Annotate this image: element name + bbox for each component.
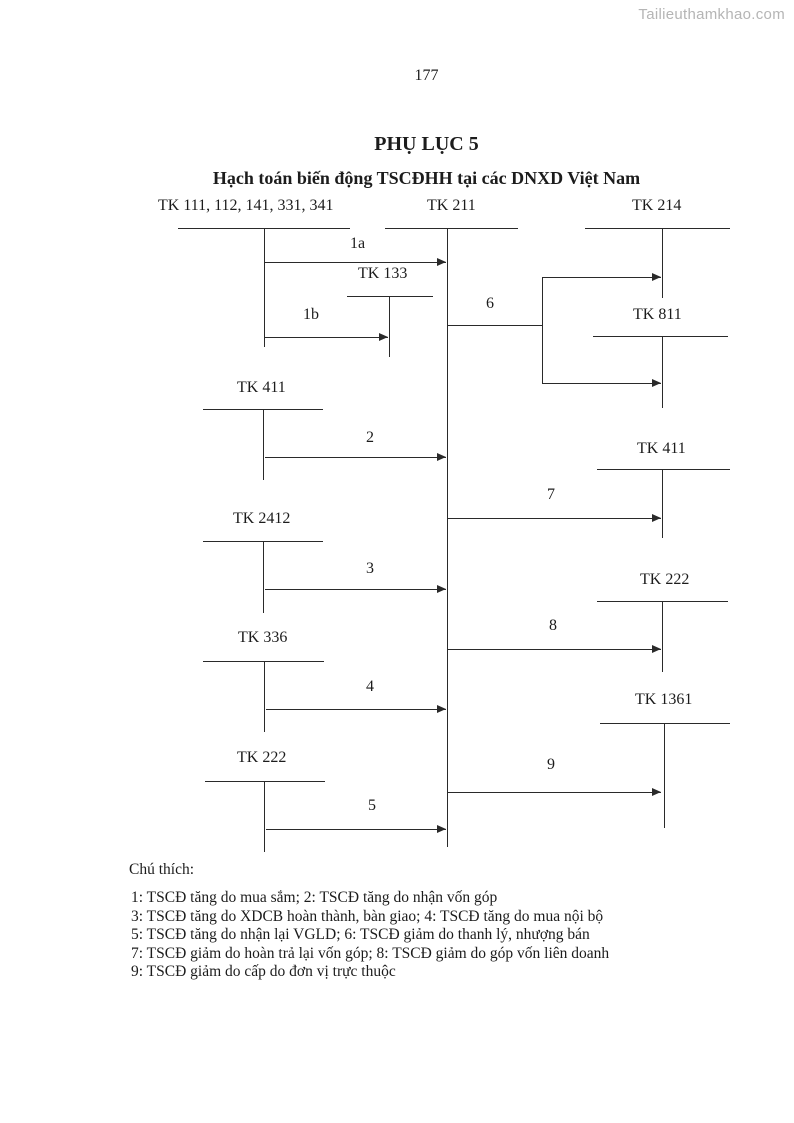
taccount-stem-tk336: [264, 661, 265, 732]
legend-line: 7: TSCĐ giảm do hoàn trả lại vốn góp; 8: TSCĐ giảm do góp vốn liên doanh: [131, 944, 610, 962]
flow-arrow-1a: [265, 262, 446, 263]
flow-label-3: 3: [366, 560, 374, 577]
account-label-tk411-left: TK 411: [237, 379, 286, 396]
flow-6-branch-line: [542, 277, 543, 384]
taccount-stem-tk222-right: [662, 601, 663, 672]
account-label-tk336: TK 336: [238, 629, 288, 646]
flow-arrow-2: [265, 457, 446, 458]
account-label-tk1361: TK 1361: [635, 691, 693, 708]
appendix-title: PHỤ LỤC 5: [374, 133, 479, 155]
flow-label-7: 7: [547, 486, 555, 503]
taccount-stem-tk411-left: [263, 409, 264, 480]
account-label-tk2412: TK 2412: [233, 510, 291, 527]
taccount-stem-tk222-left: [264, 781, 265, 852]
account-label-tk214: TK 214: [632, 197, 682, 214]
diagram-title: Hạch toán biến động TSCĐHH tại các DNXD Việt Nam: [212, 168, 641, 188]
taccount-topline-tk1361: [600, 723, 730, 724]
legend-line: 5: TSCĐ tăng do nhận lại VGLD; 6: TSCĐ giảm do thanh lý, nhượng bán: [131, 926, 590, 944]
taccount-stem-tk2412: [263, 541, 264, 613]
flow-label-1a: 1a: [350, 235, 366, 252]
flow-arrow-7: [448, 518, 661, 519]
legend-line: 9: TSCĐ giảm do cấp do đơn vị trực thuộc: [131, 963, 396, 981]
account-label-tk133: TK 133: [358, 265, 408, 282]
taccount-stem-cash: [264, 228, 265, 347]
flow-arrow-6-to-tk811: [542, 383, 661, 384]
account-label-tk211: TK 211: [427, 197, 476, 214]
flow-arrow-6-to-tk214: [542, 277, 661, 278]
account-label-tk811: TK 811: [633, 306, 682, 323]
flow-label-5: 5: [368, 797, 376, 814]
flow-6-stub-line: [448, 325, 542, 326]
account-label-cash: TK 111, 112, 141, 331, 341: [158, 197, 334, 214]
flow-label-2: 2: [366, 429, 374, 446]
taccount-stem-tk133: [389, 296, 390, 357]
flow-arrow-4: [266, 709, 446, 710]
taccount-stem-tk811: [662, 336, 663, 408]
taccount-topline-tk214: [585, 228, 730, 229]
flow-label-4: 4: [366, 678, 374, 695]
legend-list: [131, 889, 609, 982]
flow-label-1b: 1b: [303, 306, 319, 323]
flow-arrow-9: [448, 792, 661, 793]
flow-label-8: 8: [549, 617, 557, 634]
flow-arrow-1b: [265, 337, 388, 338]
legend-line: 1: TSCĐ tăng do mua sắm; 2: TSCĐ tăng do nhận vốn góp: [131, 889, 498, 906]
taccount-stem-tk211: [447, 228, 448, 847]
account-label-tk222-right: TK 222: [640, 571, 690, 588]
taccount-stem-tk411-right: [662, 469, 663, 538]
taccount-topline-tk222-left: [205, 781, 325, 782]
taccount-stem-tk214: [662, 228, 663, 298]
taccount-topline-tk211: [385, 228, 518, 229]
flow-arrow-3: [265, 589, 446, 590]
taccount-topline-tk811: [593, 336, 728, 337]
legend-line: 3: TSCĐ tăng do XDCB hoàn thành, bàn giao; 4: TSCĐ tăng do mua nội bộ: [131, 907, 604, 925]
flow-arrow-5: [266, 829, 446, 830]
account-label-tk411-right: TK 411: [637, 440, 686, 457]
site-watermark: Tailieuthamkhao.com: [638, 6, 785, 23]
flow-label-6: 6: [486, 295, 494, 312]
flow-arrow-8: [448, 649, 661, 650]
taccount-stem-tk1361: [664, 723, 665, 828]
account-label-tk222-left: TK 222: [237, 749, 287, 766]
page-number: 177: [414, 67, 439, 84]
taccount-topline-tk133: [347, 296, 433, 297]
taccount-topline-tk411-right: [597, 469, 730, 470]
legend-heading: Chú thích:: [129, 861, 195, 878]
flow-label-9: 9: [547, 756, 555, 773]
